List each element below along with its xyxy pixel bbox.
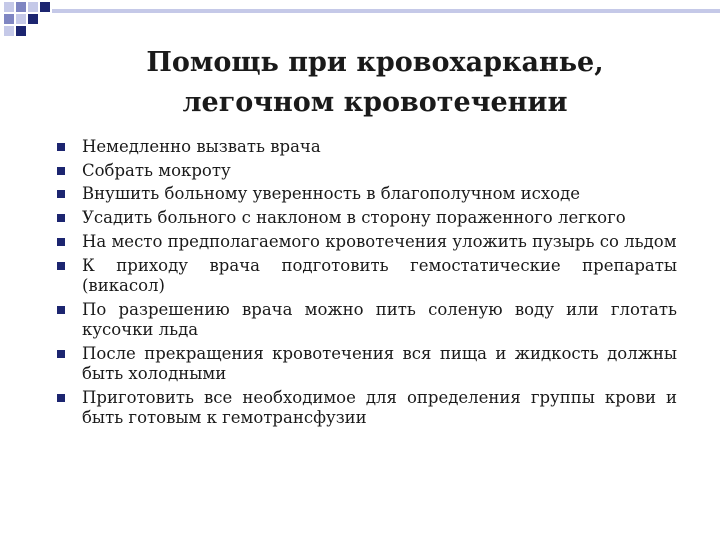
title-line-1: Помощь при кровохарканье,: [146, 47, 604, 78]
bullet-text: По разрешению врача можно пить соленую воду или глотать кусочки льда: [82, 299, 677, 339]
bullet-item: [55, 159, 677, 183]
bullet-item: [55, 386, 677, 430]
deco-square: [28, 14, 38, 24]
slide-title: [100, 43, 650, 123]
deco-square: [4, 14, 14, 24]
square-bullet-icon: [57, 214, 65, 222]
bullet-text: На место предполагаемого кровотечения уложить пузырь со льдом: [82, 231, 677, 251]
square-bullet-icon: [57, 262, 65, 270]
square-bullet-icon: [57, 190, 65, 198]
deco-square: [16, 26, 26, 36]
bullet-item: [55, 230, 677, 254]
bullet-text: Собрать мокроту: [82, 160, 231, 180]
deco-square: [40, 2, 50, 12]
square-bullet-icon: [57, 306, 65, 314]
title-line-2: легочном кровотечении: [182, 87, 568, 118]
deco-square: [4, 26, 14, 36]
square-bullet-icon: [57, 394, 65, 402]
deco-square: [16, 2, 26, 12]
bullet-item: [55, 342, 677, 386]
bullet-item: [55, 206, 677, 230]
square-bullet-icon: [57, 350, 65, 358]
bullet-text: К приходу врача подготовить гемостатические препараты (викасол): [82, 255, 677, 295]
square-bullet-icon: [57, 143, 65, 151]
bullet-list: [55, 135, 677, 430]
bullet-text: Приготовить все необходимое для определения группы крови и быть готовым к гемотрансфузии: [82, 387, 677, 427]
bullet-text: Немедленно вызвать врача: [82, 137, 321, 156]
bullet-item: [55, 298, 677, 342]
square-bullet-icon: [57, 167, 65, 175]
bullet-item: [55, 182, 677, 206]
top-rule: [52, 9, 720, 13]
square-bullet-icon: [57, 238, 65, 246]
bullet-text: После прекращения кровотечения вся пища и жидкость должны быть холодными: [82, 343, 677, 383]
bullet-item: [55, 254, 677, 298]
deco-square: [16, 14, 26, 24]
bullet-text: Усадить больного с наклоном в сторону пораженного легкого: [82, 207, 626, 227]
deco-square: [4, 2, 14, 12]
bullet-text: Внушить больному уверенность в благополучном исходе: [82, 184, 580, 203]
bullet-item: [55, 135, 677, 159]
corner-decoration: [0, 0, 720, 40]
deco-square: [28, 2, 38, 12]
